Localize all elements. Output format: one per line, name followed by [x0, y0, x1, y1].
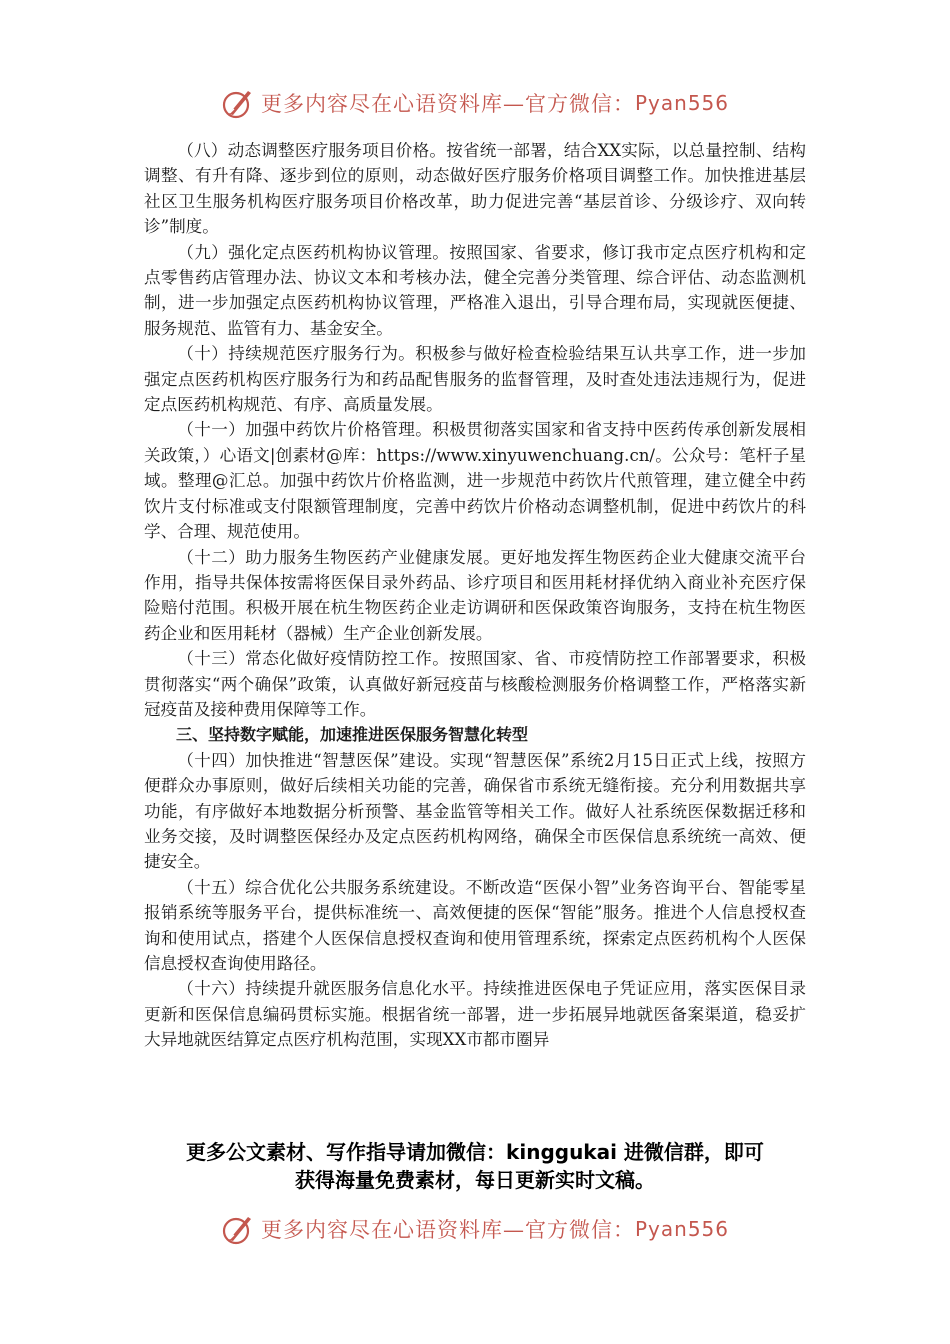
watermark-text: 更多内容尽在心语资料库—官方微信：	[260, 92, 635, 116]
watermark-wechat-id: Pyan556	[634, 91, 729, 115]
promo-line-2: 获得海量免费素材，每日更新实时文稿。	[295, 1168, 655, 1192]
paragraph: （十一）加强中药饮片价格管理。积极贯彻落实国家和省支持中医药传承创新发展相关政策，）心语文|创素材@库：https://www.xinyuwenchuang.cn/。公众号：笔杆子星域。整理@汇总。加强中药饮片价格监测，进一步规范中药饮片代煎管理，建立健全中药饮片支付标准或支付限额管理制度，完善中药饮片价格动态调整机制，促进中药饮片的科学、合理、规范使用。	[144, 420, 806, 542]
paragraph: （十二）助力服务生物医药产业健康发展。更好地发挥生物医药企业大健康交流平台作用，指导共保体按需将医保目录外药品、诊疗项目和医用耗材择优纳入商业补充医疗保险赔付范围。积极开展在杭生物医药企业走访调研和医保政策咨询服务，支持在杭生物医药企业和医用耗材（器械）生产企业创新发展。	[144, 547, 806, 643]
promo-notice	[120, 1138, 830, 1194]
section-heading: 三、坚持数字赋能，加速推进医保服务智慧化转型	[176, 725, 529, 745]
paragraph: （八）动态调整医疗服务项目价格。按省统一部署，结合XX实际，以总量控制、结构调整、有升有降、逐步到位的原则，动态做好医疗服务价格项目调整工作。加快推进基层社区卫生服务机构医疗服务项目价格改革，助力促进完善“基层首诊、分级诊疗、双向转诊”制度。	[144, 141, 806, 237]
document-body	[144, 138, 806, 1053]
paragraph: （十三）常态化做好疫情防控工作。按照国家、省、市疫情防控工作部署要求，积极贯彻落实“两个确保”政策，认真做好新冠疫苗与核酸检测服务价格调整工作，严格落实新冠疫苗及接种费用保障等工作。	[144, 649, 806, 719]
footer-watermark	[0, 1212, 950, 1246]
quill-pen-circle-icon	[221, 86, 255, 120]
header-watermark	[0, 86, 950, 120]
watermark-text: 更多内容尽在心语资料库—官方微信：	[260, 1218, 635, 1242]
paragraph: （十五）综合优化公共服务系统建设。不断改造“医保小智”业务咨询平台、智能零星报销系统等服务平台，提供标准统一、高效便捷的医保“智能”服务。推进个人信息授权查询和使用试点，搭建个人医保信息授权查询和使用管理系统，探索定点医药机构个人医保信息授权查询使用路径。	[144, 877, 806, 973]
paragraph: （九）强化定点医药机构协议管理。按照国家、省要求，修订我市定点医疗机构和定点零售药店管理办法、协议文本和考核办法，健全完善分类管理、综合评估、动态监测机制，进一步加强定点医药机构协议管理，严格准入退出，引导合理布局，实现就医便捷、服务规范、监管有力、基金安全。	[144, 242, 806, 338]
promo-line-1: 更多公文素材、写作指导请加微信：kinggukai 进微信群，即可	[186, 1140, 764, 1164]
paragraph: （十六）持续提升就医服务信息化水平。持续推进医保电子凭证应用，落实医保目录更新和医保信息编码贯标实施。根据省统一部署，进一步拓展异地就医备案渠道，稳妥扩大异地就医结算定点医疗机构范围，实现XX市都市圈异	[144, 979, 806, 1050]
watermark-wechat-id: Pyan556	[634, 1217, 729, 1241]
quill-pen-circle-icon	[221, 1212, 255, 1246]
paragraph: （十）持续规范医疗服务行为。积极参与做好检查检验结果互认共享工作，进一步加强定点医药机构医疗服务行为和药品配售服务的监督管理，及时查处违法违规行为，促进定点医药机构规范、有序、高质量发展。	[144, 344, 806, 415]
paragraph: （十四）加快推进“智慧医保”建设。实现“智慧医保”系统2月15日正式上线，按照方便群众办事原则，做好后续相关功能的完善，确保省市系统无缝衔接。充分利用数据共享功能，有序做好本地数据分析预警、基金监管等相关工作。做好人社系统医保数据迁移和业务交接，及时调整医保经办及定点医药机构网络，确保全市医保信息系统统一高效、便捷安全。	[144, 750, 806, 872]
